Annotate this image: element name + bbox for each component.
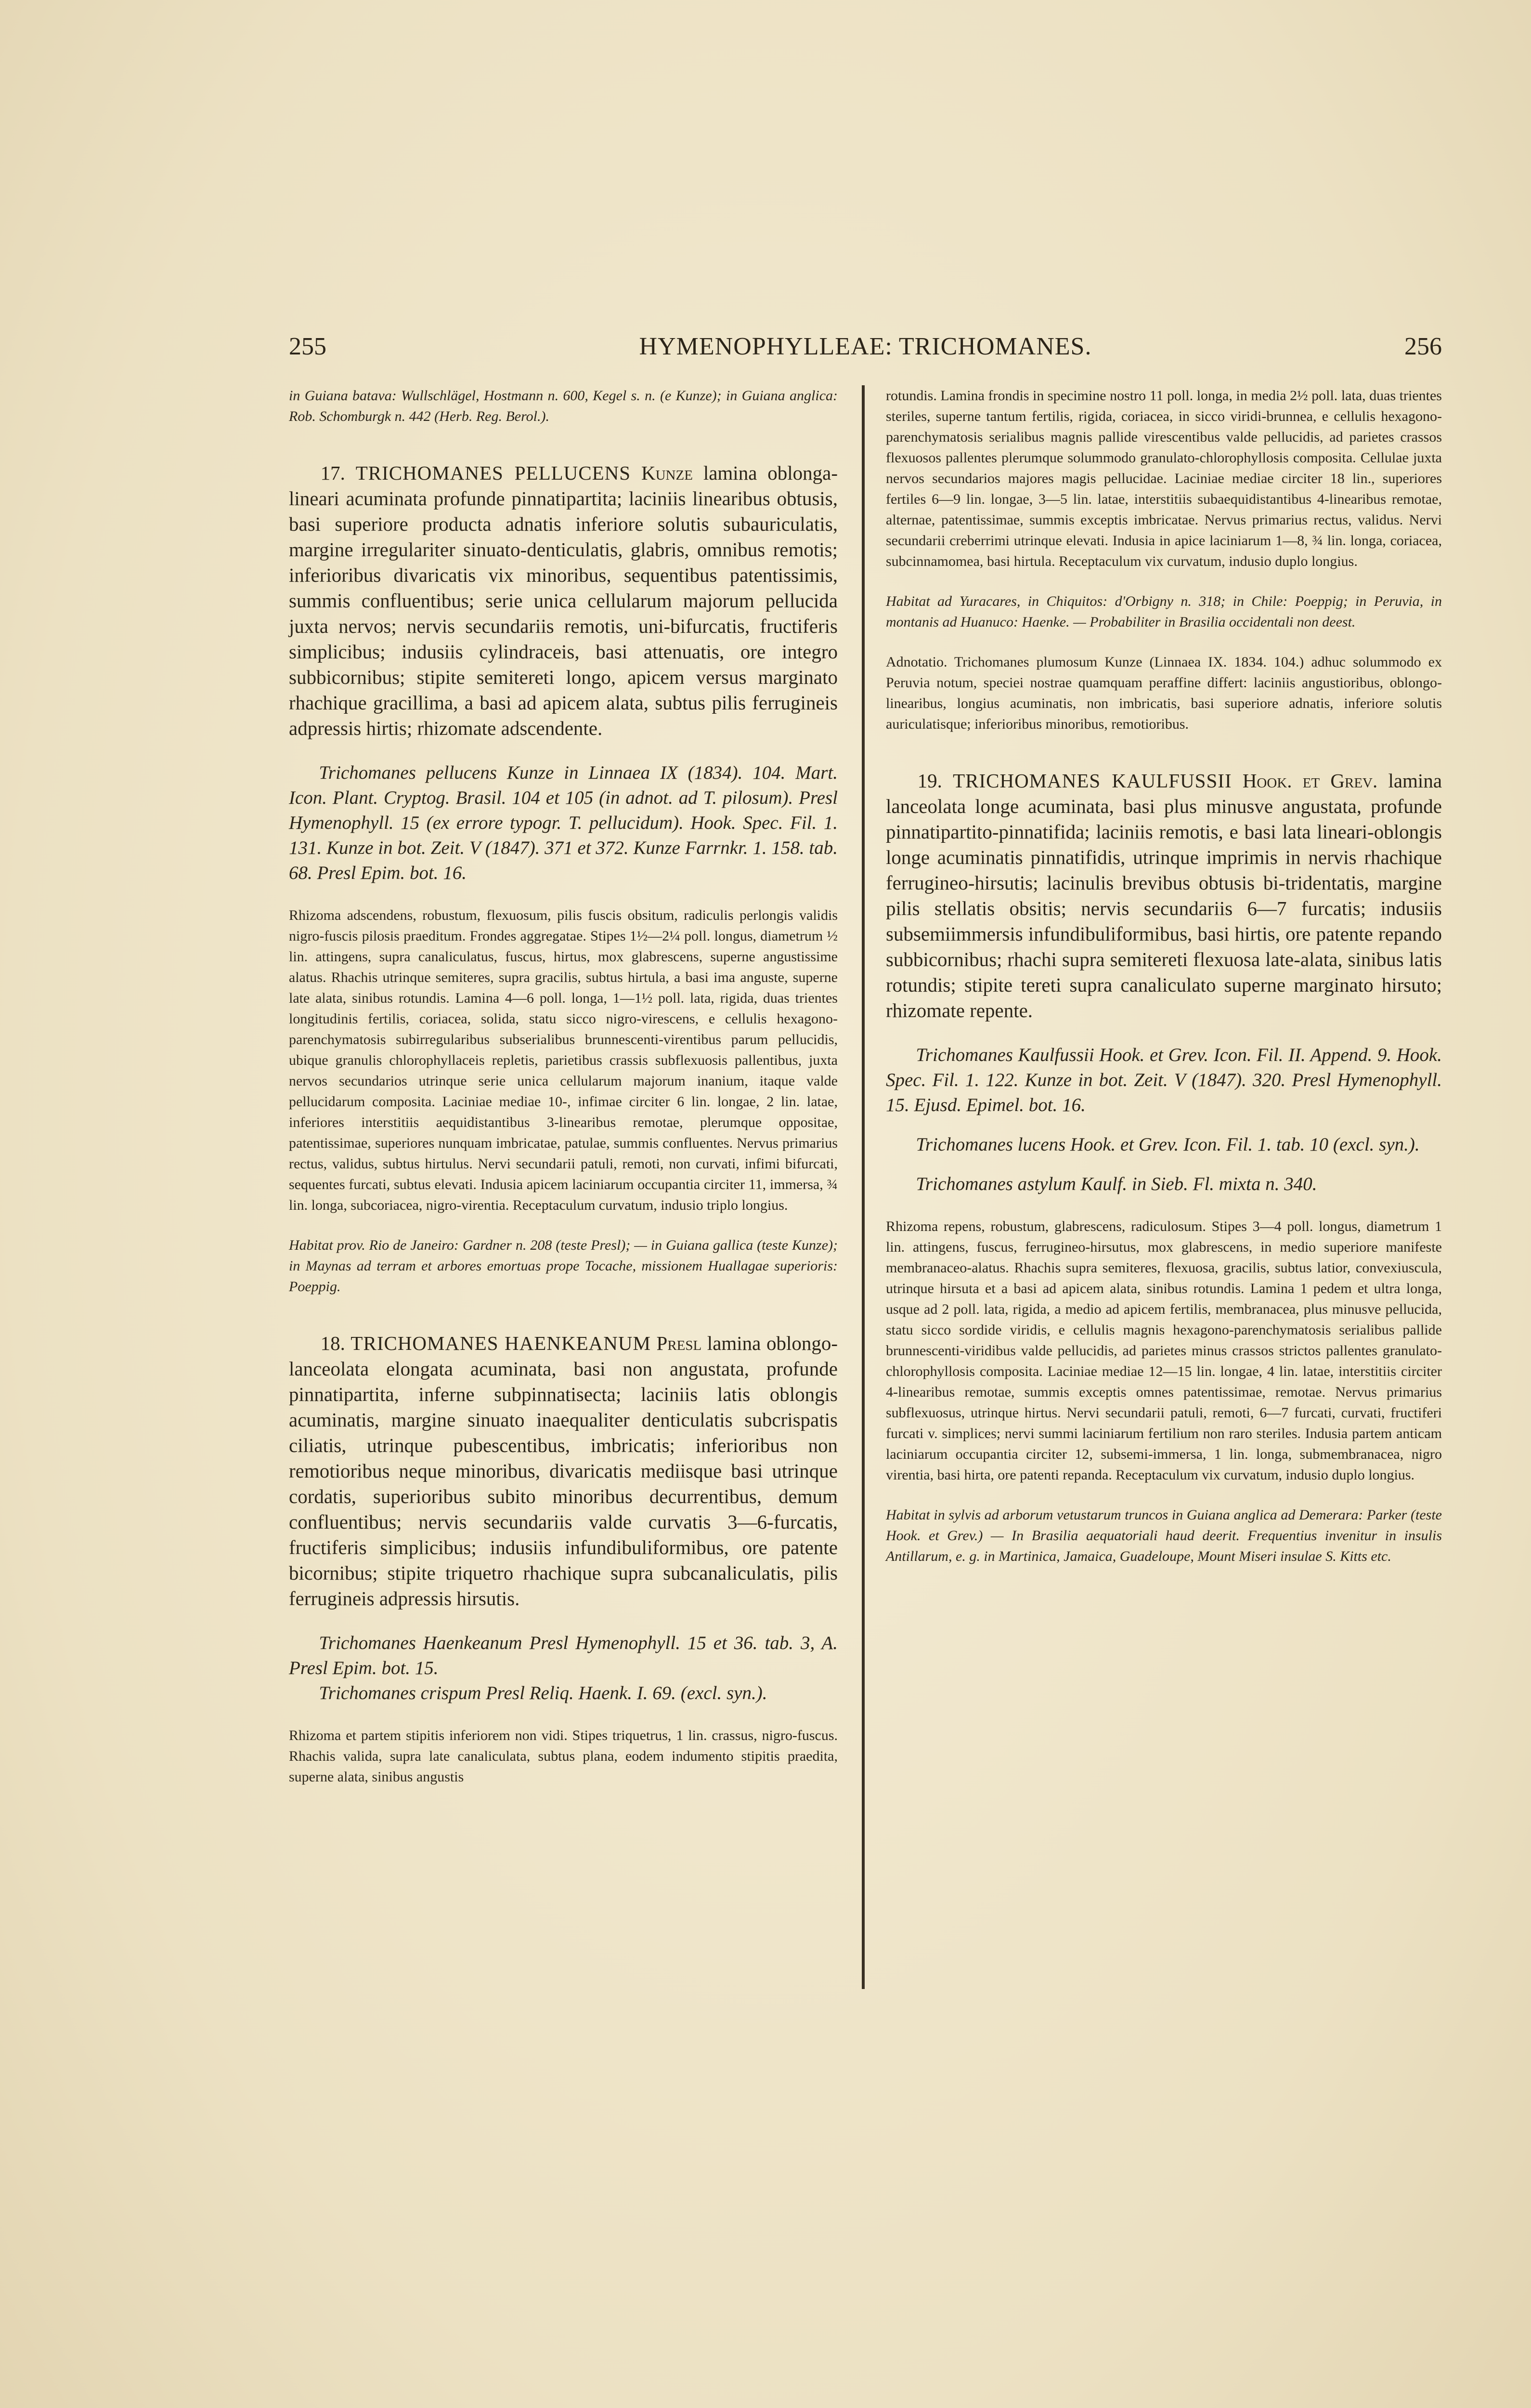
species-19-entry bbox=[886, 768, 1442, 1023]
species-18-detail: Rhizoma et partem stipitis inferiorem non vidi. Stipes triquetrus, 1 lin. crassus, nigro-fuscus. Rhachis valida, supra late canaliculata, subtus plana, eodem indumento stipitis praedita, superne alata, sinibus angustis bbox=[289, 1727, 838, 1785]
species-19-citation-1: Trichomanes Kaulfussii Hook. et Grev. Icon. Fil. II. Append. 9. Hook. Spec. Fil. 1. 122. Kunze in bot. Zeit. V (1847). 320. Presl Hymenophyll. 15. Ejusd. Epimel. bot. 16. bbox=[886, 1045, 1442, 1115]
species-18-habitat: Habitat ad Yuracares, in Chiquitos: d'Orbigny n. 318; in Chile: Poeppig; in Peruvia, in montanis ad Huanuco: Haenke. — Probabiliter in Brasilia occidentali non deest. bbox=[886, 593, 1442, 630]
species-18-description: lamina oblongo-lanceolata elongata acuminata, basi non angustata, profunde pinnatipartita, inferne subpinnatisecta; laciniis latis oblongis acuminatis, margine sinuato inaequaliter denticulatis subcrispatis ciliatis, utrinque pubescentibus, imbricatis; inferioribus non remotioribus neque minoribus, divaricatis mediisque basi utrinque cordatis, superioribus subito minoribus decurrentibus, demum confluentibus; nervis secundariis valde curvatis 3—6-furcatis, fructiferis simplicibus; indusiis infundibuliformibus, ore patente bicornibus; stipite triquetro rhachique supra subcanaliculatis, pilis ferrugineis adpressis hirsutis. bbox=[289, 1332, 838, 1610]
species-17-number: 17. bbox=[320, 462, 345, 484]
species-19-habitat: Habitat in sylvis ad arborum vetustarum truncos in Guiana anglica ad Demerara: Parker (teste Hook. et Grev.) — In Brasilia aequatoriali haud deerit. Frequentius invenitur in insulis Antillarum, e. g. in Martinica, Jamaica, Guadeloupe, Mount Miseri insulae S. Kitts etc. bbox=[886, 1507, 1442, 1564]
species-18-detail-continued: rotundis. Lamina frondis in specimine nostro 11 poll. longa, in media 2½ poll. lata, duas trientes steriles, superne tantum fertilis, rigida, coriacea, in sicco viridi-brunnea, e cellulis hexagono-parenchymatosis serialibus magnis pallide virescentibus valde pellucidis, ad parietes crassos flexuosos pallentes plerumque solummodo granulato-chlorophyllosis composita. Cellulae juxta nervos secundarios majores magis pellucidae. Laciniae mediae circiter 18 lin., superiores fertiles 6—9 lin. longae, 3—5 lin. latae, interstitiis subaequidistantibus 4-linearibus remotae, alternae, patentissimae, summis exceptis imbricatae. Nervus primarius rectus, validus. Nervi secundarii creberrimi utrinque elevati. Indusia in apice laciniarum 1—8, ¾ lin. longa, coriacea, subcinnamomea, basi hirtula. Receptaculum vix curvatum, indusio duplo longius. bbox=[886, 388, 1442, 569]
continued-locality: in Guiana batava: Wullschlägel, Hostmann n. 600, Kegel s. n. (e Kunze); in Guiana anglica: Rob. Schomburgk n. 442 (Herb. Reg. Berol.). bbox=[289, 388, 838, 424]
left-column bbox=[289, 385, 838, 1787]
page-number-right: 256 bbox=[1404, 333, 1442, 360]
species-18-number: 18. bbox=[320, 1332, 345, 1354]
running-header bbox=[289, 332, 1442, 366]
running-title: HYMENOPHYLLEAE: TRICHOMANES. bbox=[639, 333, 1092, 360]
species-18-author: Presl bbox=[656, 1332, 702, 1354]
species-19-citation-3: Trichomanes astylum Kaulf. in Sieb. Fl. mixta n. 340. bbox=[916, 1174, 1317, 1194]
species-17-detail: Rhizoma adscendens, robustum, flexuosum, pilis fuscis obsitum, radiculis perlongis validis nigro-fuscis pilosis praeditum. Frondes aggregatae. Stipes 1½—2¼ poll. longus, diametrum ½ lin. attingens, supra canaliculatus, fuscus, hirtus, mox glabrescens, superne angustissime alatus. Rhachis utrinque semiteres, supra gracilis, subtus hirtula, a basi ima anguste, superne late alata, sinibus rotundis. Lamina 4—6 poll. longa, 1—1½ poll. lata, rigida, duas trientes longitudinis fertilis, coriacea, solida, statu sicco nigro-virescens, e cellulis hexagono-parenchymatosis subirregularibus subserialibus brunnescenti-virentibus parum pellucidis, ubique granulis chlorophyllaceis repletis, parietibus crassis subflexuosis pallentibus, juxta nervos secundarios utrinque serie unica cellularum majorum inanium, itaque valde pellucidarum composita. Laciniae mediae 10-, infimae circiter 6 lin. longae, 2 lin. latae, inferiores interstitiis aequidistantibus 3-linearibus remotae, plerumque oppositae, patentissimae, superiores nunquam imbricatae, patulae, summis confluentes. Nervus primarius rectus, validus, subtus hirtulus. Nervi secundarii patuli, remoti, non curvati, infimi bifurcati, sequentes furcati, subtus elevati. Indusia apicem laciniarum occupantia circiter 11, immersa, ¾ lin. longa, subcoriacea, nigro-virentia. Receptaculum curvatum, indusio triplo longius. bbox=[289, 907, 838, 1213]
species-19-detail: Rhizoma repens, robustum, glabrescens, radiculosum. Stipes 3—4 poll. longus, diametrum 1 lin. attingens, fuscus, ferrugineo-hirsutus, mox glabrescens, in medio superiore manifeste membranaceo-alatus. Rhachis supra semiteres, flexuosa, gracilis, subtus latior, convexiuscula, utrinque hirsuta et a basi ad apicem alata, sinibus rotundis. Lamina 1 pedem et ultra longa, usque ad 2 poll. lata, rigida, a medio ad apicem fertilis, membranacea, plus minusve pellucida, statu sicco sordide viridis, e cellulis magnis hexagono-parenchymatosis serialibus pallide brunnescenti-viridibus valde pellucidis, ad parietes minus crassos strictos pallentes granulato-chlorophyllosis composita. Laciniae mediae 12—15 lin. longae, 4 lin. latae, interstitiis circiter 4-linearibus remotae, summis exceptis omnes patentissimae, remotae. Nervus primarius subflexuosus, utrinque hirtus. Nervi secundarii patuli, remoti, 6—7 furcati, curvati, fructiferi furcati v. simplices; nervi summi laciniarum fertilium non raro steriles. Indusia partem anticam laciniarum occupantia circiter 12, subsemi-immersa, 1 lin. longa, submembranacea, nigro virentia, basi hirta, ore patenti repanda. Receptaculum vix curvatum, indusio duplo longius. bbox=[886, 1218, 1442, 1483]
species-19-citation-2: Trichomanes lucens Hook. et Grev. Icon. Fil. 1. tab. 10 (excl. syn.). bbox=[916, 1134, 1420, 1155]
species-18-citation-2: Trichomanes crispum Presl Reliq. Haenk. I. 69. (excl. syn.). bbox=[319, 1683, 767, 1703]
species-17-name: TRICHOMANES PELLUCENS bbox=[355, 462, 631, 484]
species-17-author: Kunze bbox=[641, 462, 693, 484]
adnotatio-note: Adnotatio. Trichomanes plumosum Kunze (Linnaea IX. 1834. 104.) adhuc solummodo ex Peruvia notum, speciei nostrae quamquam peraffine differt: laciniis angustioribus, oblongo-linearibus, longius acuminatis, non imbricatis, basi superiore adnatis, inferiore solutis auriculatisque; inferioribus minoribus, remotioribus. bbox=[886, 654, 1442, 732]
right-column bbox=[886, 385, 1442, 1567]
species-17-entry bbox=[289, 460, 838, 741]
species-19-number: 19. bbox=[917, 770, 942, 792]
page-number-left: 255 bbox=[289, 333, 326, 360]
species-19-author: Hook. et Grev. bbox=[1242, 770, 1378, 792]
column-divider bbox=[862, 385, 865, 1989]
species-18-entry bbox=[289, 1331, 838, 1611]
species-17-description: lamina oblonga-lineari acuminata profunde pinnatipartita; laciniis linearibus obtusis, basi superiore producta adnatis inferiore solutis subauriculatis, margine irregulariter sinuato-denticulatis, glabris, omnibus remotis; inferioribus divaricatis vix minoribus, sequentibus patentissimis, summis confluentibus; serie unica cellularum majorum pellucida juxta nervos; nervis secundariis remotis, uni-bifurcatis, fructiferis simplicibus; indusiis cylindraceis, basi attenuatis, ore integro subbicornibus; stipite semitereti longo, apicem versus marginato rhachique gracillima, a basi ad apicem alata, subtus pilis ferrugineis adpressis hirtis; rhizomate adscendente. bbox=[289, 462, 838, 739]
species-17-citations: Trichomanes pellucens Kunze in Linnaea IX (1834). 104. Mart. Icon. Plant. Cryptog. Brasil. 104 et 105 (in adnot. ad T. pilosum). Presl Hymenophyll. 15 (ex errore typogr. T. pellucidum). Hook. Spec. Fil. 1. 131. Kunze in bot. Zeit. V (1847). 371 et 372. Kunze Farrnkr. 1. 158. tab. 68. Presl Epim. bot. 16. bbox=[289, 762, 838, 883]
species-17-habitat: Habitat prov. Rio de Janeiro: Gardner n. 208 (teste Presl); — in Guiana gallica (teste Kunze); in Maynas ad terram et arbores emortuas prope Tocache, missionem Huallagae superioris: Poeppig. bbox=[289, 1237, 838, 1295]
species-19-description: lamina lanceolata longe acuminata, basi plus minusve angustata, profunde pinnatipartito-pinnatifida; laciniis remotis, e basi lata lineari-oblongis longe acuminatis pinnatifidis, utrinque imprimis in nervis rhachique ferrugineo-hirsutis; lacinulis brevibus obtusis bi-tridentatis, margine pilis stellatis obsitis; nervis secundariis 6—7 furcatis; indusiis subsemiimmersis infundibuliformibus, basi hirtis, ore patente repando subbicornibus; rhachi supra semitereti flexuosa late-alata, sinibus latis rotundis; stipite tereti supra canaliculato superne marginato hirsuto; rhizomate repente. bbox=[886, 770, 1442, 1021]
species-19-name: TRICHOMANES KAULFUSSII bbox=[953, 770, 1232, 792]
species-18-citation-1: Trichomanes Haenkeanum Presl Hymenophyll. 15 et 36. tab. 3, A. Presl Epim. bot. 15. bbox=[289, 1633, 838, 1678]
species-18-name: TRICHOMANES HAENKEANUM bbox=[350, 1332, 651, 1354]
